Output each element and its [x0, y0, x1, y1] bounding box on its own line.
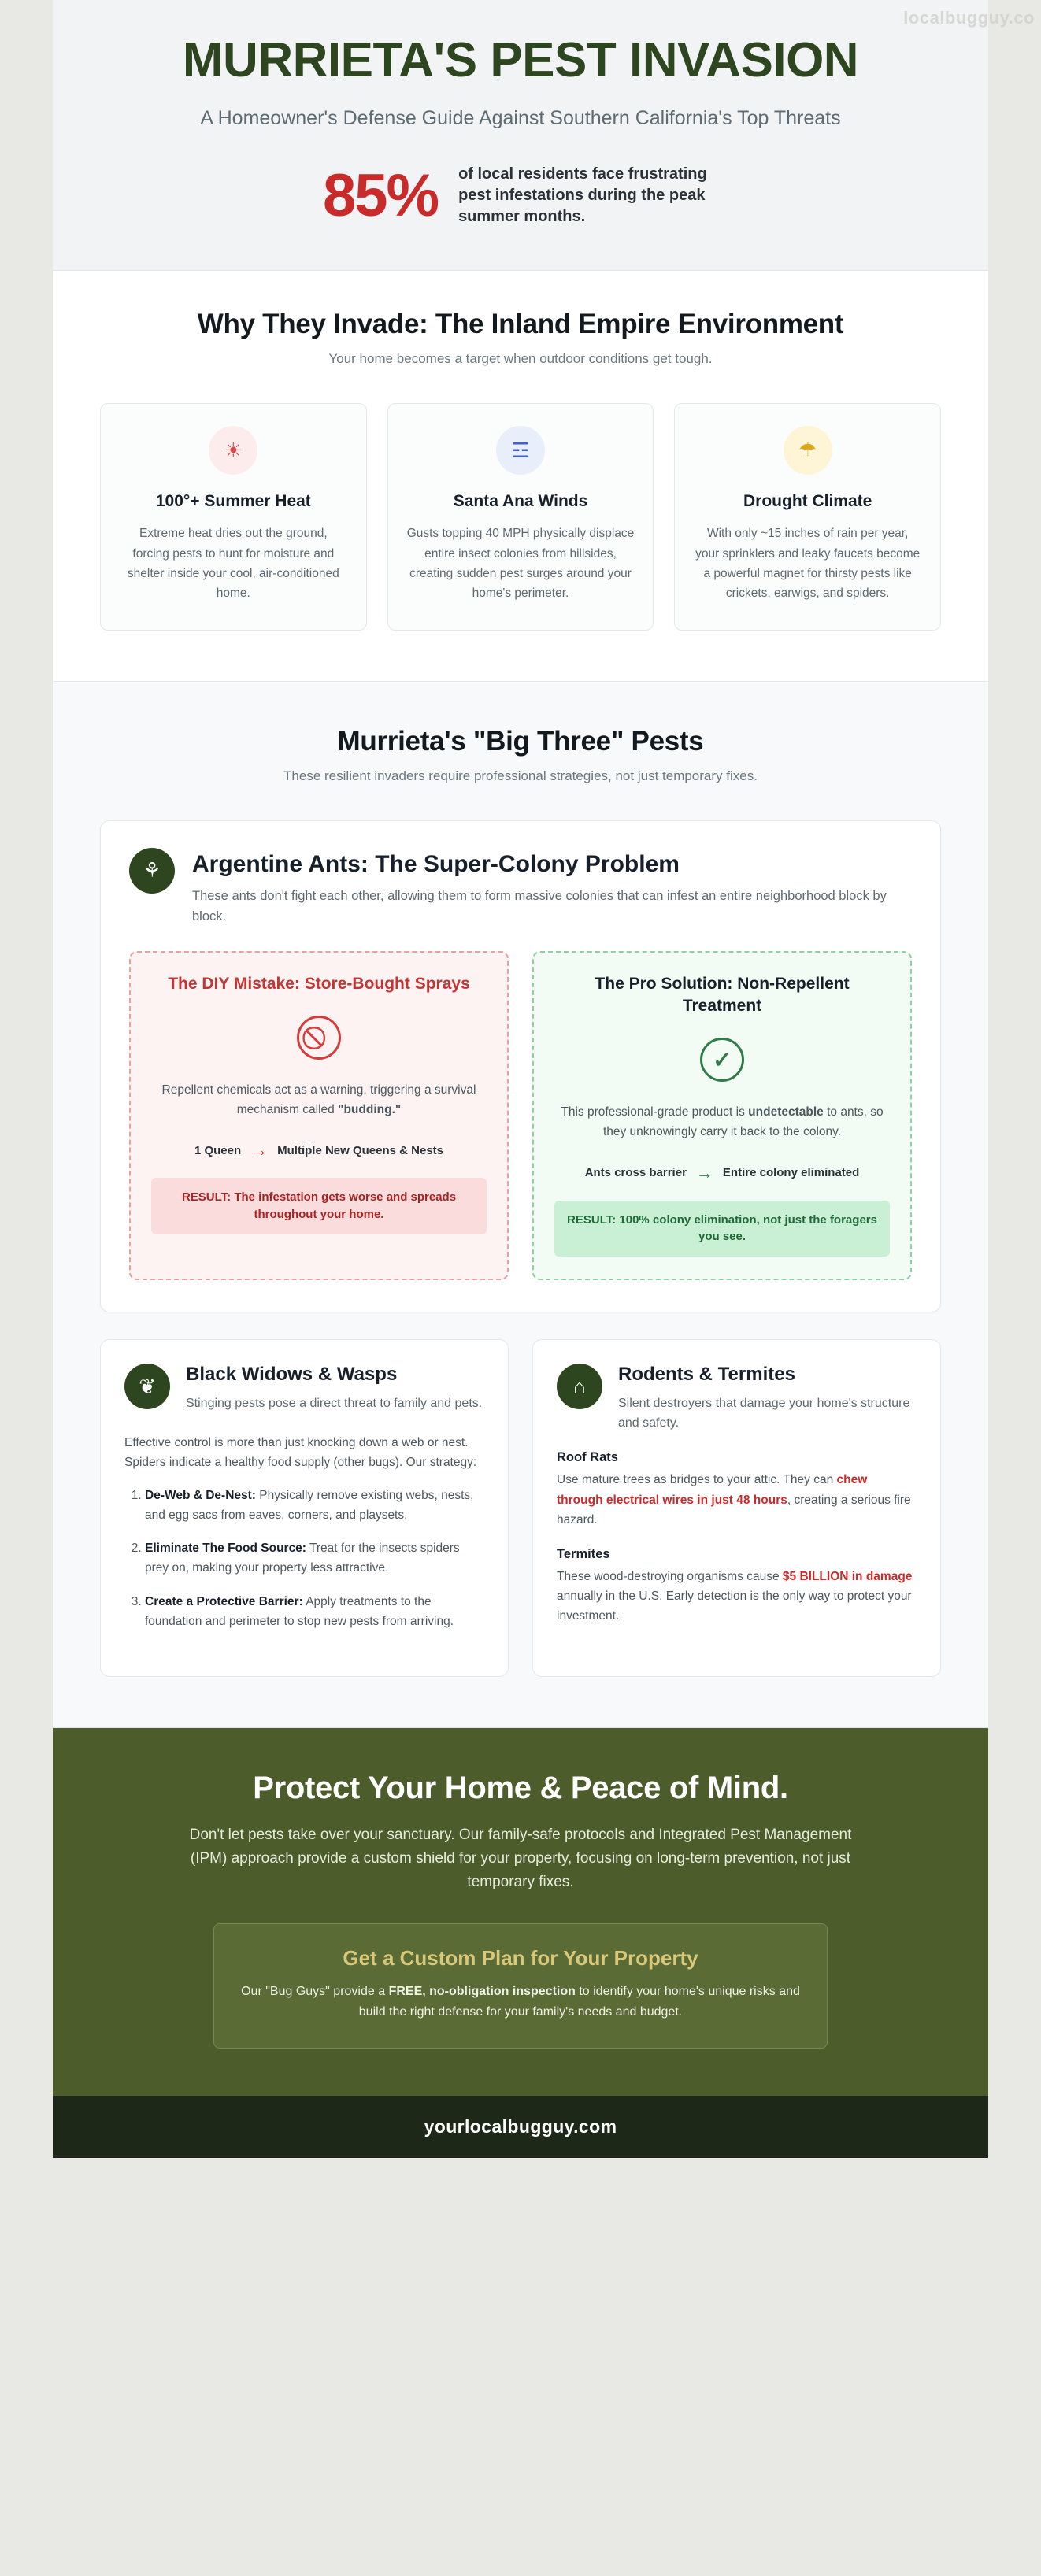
spiders-tagline: Stinging pests pose a direct threat to family and pets. [186, 1396, 483, 1410]
step-title: Eliminate The Food Source: [145, 1542, 306, 1556]
spiders-card [100, 1339, 509, 1677]
diy-body-bold: "budding." [338, 1103, 402, 1117]
termites-highlight: $5 BILLION in damage [782, 1569, 913, 1583]
rodents-title: Rodents & Termites [618, 1364, 795, 1386]
hero-statistic [100, 161, 941, 229]
termites-post: annually in the U.S. Early detection is the only way to protect your investment. [557, 1589, 912, 1623]
big-three-section [53, 681, 988, 1728]
environment-card-drought [674, 403, 941, 630]
spiders-lead: Effective control is more than just knocking down a web or nest. Spiders indicate a healthy food supply (other bugs). Our strategy: [124, 1435, 477, 1469]
step-body: Treat for the insects spiders prey on, making your property less attractive. [145, 1542, 460, 1575]
environment-card-title: 100°+ Summer Heat [155, 492, 311, 511]
roof-rats-pre: Use mature trees as bridges to your attic. They can [557, 1473, 837, 1487]
environment-card-winds [387, 403, 654, 630]
step-title: Create a Protective Barrier: [145, 1595, 303, 1609]
environment-card-body: Extreme heat dries out the ground, forcing pests to hunt for moisture and shelter inside your cool, air-conditioned home. [127, 527, 339, 600]
sun-icon: ☀ [209, 426, 257, 475]
diy-mistake-panel [129, 951, 509, 1280]
environment-card-heat [100, 403, 367, 630]
page-title: MURRIETA'S PEST INVASION [182, 33, 859, 87]
pro-result: RESULT: 100% colony elimination, not just the foragers you see. [554, 1201, 890, 1257]
step-title: De-Web & De-Nest: [145, 1488, 256, 1502]
pro-heading: The Pro Solution: Non-Repellent Treatment [595, 974, 850, 1016]
roof-rats-highlight: chew through electrical wires in just 48 hours [557, 1473, 868, 1507]
diy-flow-right: Multiple New Queens & Nests [277, 1143, 444, 1157]
roof-rats-block [557, 1450, 917, 1529]
diy-result: RESULT: The infestation gets worse and spreads throughout your home. [151, 1178, 487, 1234]
secondary-pest-cards [100, 1339, 941, 1677]
environment-card-body: Gusts topping 40 MPH physically displace entire insect colonies from hillsides, creating sudden pest surges around your home's perimeter. [406, 527, 635, 600]
step-body: Apply treatments to the foundation and perimeter to stop new pests from arriving. [145, 1595, 454, 1628]
stat-description: of local residents face frustrating pest infestations during the peak summer months. [458, 165, 707, 226]
arrow-right-icon: → [695, 1162, 713, 1183]
spiders-steps [124, 1486, 484, 1632]
cta-title: Protect Your Home & Peace of Mind. [253, 1770, 788, 1805]
termites-block [557, 1547, 917, 1626]
ants-comparison [129, 951, 912, 1280]
ants-title: Argentine Ants: The Super-Colony Problem [192, 850, 680, 877]
rodents-tagline: Silent destroyers that damage your home's structure and safety. [618, 1396, 910, 1430]
cta-section [53, 1728, 988, 2096]
rodents-header [557, 1364, 917, 1433]
pro-solution-panel [532, 951, 912, 1280]
arrow-right-icon: → [250, 1140, 269, 1160]
diy-flow-left: 1 Queen [194, 1143, 242, 1157]
cta-offer-pre: Our "Bug Guys" provide a [241, 1984, 389, 1998]
diy-body [151, 1080, 487, 1120]
list-item [145, 1539, 484, 1579]
roof-rats-heading: Roof Rats [557, 1450, 618, 1465]
step-body: Physically remove existing webs, nests, and egg sacs from eaves, corners, and playsets. [145, 1488, 474, 1522]
diy-flow [151, 1140, 487, 1160]
pro-body [554, 1102, 890, 1142]
pro-body-post: to ants, so they unknowingly carry it back to the colony. [602, 1105, 884, 1139]
house-icon: ⌂ [557, 1364, 602, 1409]
big-three-subtitle: These resilient invaders require professional strategies, not just temporary fixes. [283, 768, 758, 783]
environment-card-title: Santa Ana Winds [453, 492, 588, 511]
termites-pre: These wood-destroying organisms cause [557, 1569, 783, 1583]
cta-offer-post: to identify your home's unique risks and build the right defense for your family's needs and budget. [358, 1984, 800, 2019]
prohibited-icon [297, 1016, 341, 1060]
rodents-card [532, 1339, 941, 1677]
ant-icon: ⚘ [129, 848, 175, 894]
cta-offer-bold: FREE, no-obligation inspection [388, 1984, 576, 1998]
spiders-title: Black Widows & Wasps [186, 1364, 398, 1386]
spider-icon: ❦ [124, 1364, 170, 1409]
diy-heading: The DIY Mistake: Store-Bought Sprays [168, 974, 470, 993]
pro-flow [554, 1163, 890, 1183]
cta-offer-body [241, 1982, 800, 2023]
footer-url[interactable]: yourlocalbugguy.com [53, 2096, 988, 2158]
big-three-title: Murrieta's "Big Three" Pests [337, 725, 704, 757]
termites-heading: Termites [557, 1546, 610, 1561]
environment-card-body: With only ~15 inches of rain per year, your sprinklers and leaky faucets become a powerful magnet for thirsty pests like crickets, earwigs, and spiders. [695, 527, 921, 600]
diy-body-pre: Repellent chemicals act as a warning, triggering a survival mechanism called [161, 1083, 476, 1117]
pro-flow-left: Ants cross barrier [584, 1166, 687, 1180]
roof-rats-post: , creating a serious fire hazard. [557, 1493, 911, 1527]
wind-icon: ☲ [496, 426, 545, 475]
roof-rats-body [557, 1470, 917, 1529]
environment-card-title: Drought Climate [743, 492, 872, 511]
content-sheet [53, 0, 988, 2158]
environment-subtitle: Your home becomes a target when outdoor conditions get tough. [328, 351, 713, 367]
pro-body-bold: undetectable [748, 1105, 824, 1120]
ants-body: These ants don't fight each other, allowing them to form massive colonies that can infest an entire neighborhood block by block. [192, 888, 887, 924]
drought-icon: ☂ [784, 426, 832, 475]
environment-cards [100, 403, 941, 630]
list-item [145, 1486, 484, 1526]
pro-flow-right: Entire colony eliminated [722, 1166, 860, 1180]
check-circle-icon: ✓ [700, 1038, 744, 1082]
environment-title: Why They Invade: The Inland Empire Environment [197, 309, 844, 340]
pro-body-pre: This professional-grade product is [561, 1105, 749, 1120]
watermark: localbugguy.co [903, 8, 1035, 28]
cta-offer-title: Get a Custom Plan for Your Property [343, 1945, 698, 1970]
spiders-header [124, 1364, 484, 1414]
stat-number: 85% [322, 161, 439, 229]
cta-body: Don't let pests take over your sanctuary. Our family-safe protocols and Integrated Pest Management (IPM) approach provide a custom shield for your property, focusing on long-term prevention, not just temporary fixes. [189, 1826, 852, 1891]
page-subtitle: A Homeowner's Defense Guide Against Southern California's Top Threats [200, 106, 841, 129]
cta-offer-box[interactable] [213, 1923, 828, 2049]
ants-header [129, 848, 912, 927]
ants-card [100, 820, 941, 1312]
termites-body [557, 1567, 917, 1626]
environment-section [53, 271, 988, 680]
hero-section [53, 0, 988, 271]
list-item [145, 1593, 484, 1632]
